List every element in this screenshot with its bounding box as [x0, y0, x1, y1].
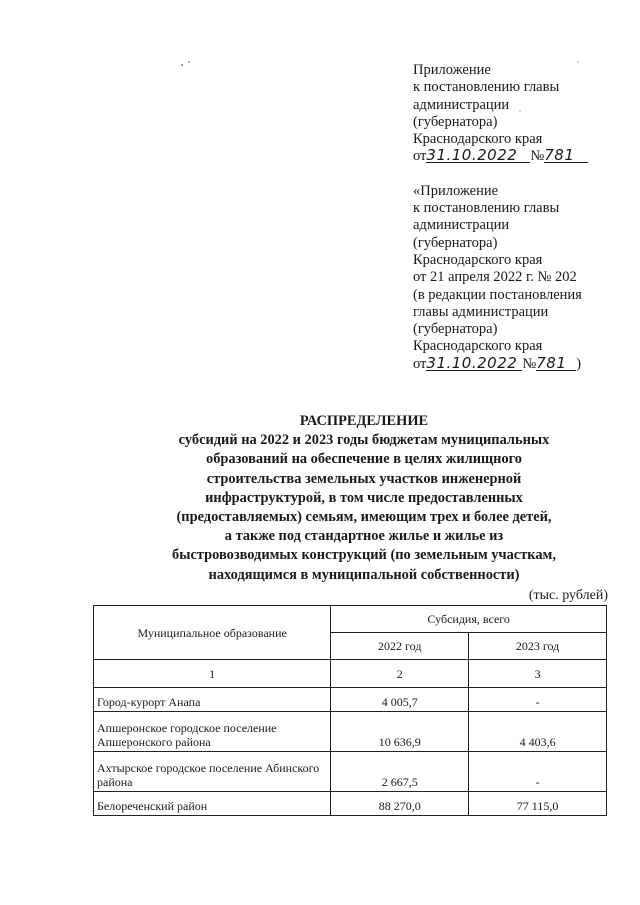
handwritten-number: 781	[536, 356, 576, 371]
title-line: быстровозводимых конструкций (по земельным участкам,	[172, 547, 556, 564]
quoted-appendix-line: к постановлению главы	[413, 200, 560, 217]
closing-parenthesis: )	[576, 355, 582, 372]
subsidy-2023: -	[469, 752, 607, 792]
municipality-name: Город-курорт Анапа	[94, 688, 331, 712]
quoted-appendix-line: «Приложение	[413, 182, 499, 199]
units-label: (тыс. рублей)	[528, 588, 608, 603]
table-row	[94, 792, 607, 816]
quoted-appendix-line: (в редакции постановления	[413, 286, 582, 303]
quoted-appendix-date-line	[413, 353, 623, 373]
handwritten-date: 31.10.2022	[426, 356, 522, 371]
column-number: 3	[469, 660, 607, 688]
subsidy-2023: -	[469, 688, 607, 712]
quoted-appendix-line: от 21 апреля 2022 г. № 202	[413, 269, 577, 286]
appendix-line: (губернатора)	[413, 113, 498, 130]
subsidy-2022: 10 636,9	[331, 712, 469, 752]
number-sign: №	[522, 355, 537, 372]
municipality-name: Апшеронское городское поселение Апшеронского района	[94, 712, 331, 752]
table-row	[94, 752, 607, 792]
handwritten-date: 31.10.2022	[426, 148, 530, 163]
title-line: (предоставляемых) семьям, имеющим трех и более детей,	[176, 509, 552, 526]
subsidy-2022: 4 005,7	[331, 688, 469, 712]
table-row	[94, 688, 607, 712]
appendix-line: к постановлению главы	[413, 79, 560, 96]
table-numbering-row	[94, 660, 607, 688]
header-year-2023: 2023 год	[469, 633, 607, 660]
appendix-date-line	[413, 148, 623, 165]
quoted-appendix-line: Краснодарского края	[413, 251, 543, 268]
column-number: 1	[94, 660, 331, 688]
quoted-appendix-line: главы администрации	[413, 303, 549, 320]
column-number: 2	[331, 660, 469, 688]
table-header-row	[94, 606, 607, 633]
date-prefix: от	[413, 148, 427, 165]
quoted-appendix-line: (губернатора)	[413, 321, 498, 338]
appendix-line: Приложение	[413, 62, 491, 78]
handwritten-number: 781	[544, 148, 588, 163]
appendix-line: Краснодарского края	[413, 131, 543, 148]
header-subsidy-total: Субсидия, всего	[331, 606, 607, 633]
quoted-appendix-line: администрации	[413, 217, 510, 234]
title-line: а также под стандартное жилье и жилье из	[224, 528, 504, 545]
municipality-name: Белореченский район	[94, 792, 331, 816]
municipality-name: Ахтырское городское поселение Абинского района	[94, 752, 331, 792]
subsidy-2022: 2 667,5	[331, 752, 469, 792]
subsidy-2023: 77 115,0	[469, 792, 607, 816]
title-line: строительства земельных участков инженерной	[206, 470, 522, 487]
title-line: образований на обеспечение в целях жилищного	[206, 451, 522, 468]
title-heading: РАСПРЕДЕЛЕНИЕ	[299, 413, 429, 429]
date-prefix: от	[413, 355, 427, 372]
number-sign: №	[530, 148, 545, 165]
title-line: находящимся в муниципальной собственности)	[208, 566, 520, 583]
table-row	[94, 712, 607, 752]
title-line: субсидий на 2022 и 2023 годы бюджетам муниципальных	[178, 432, 550, 449]
title-line: инфраструктурой, в том числе предоставленных	[205, 489, 523, 506]
subsidy-table	[93, 605, 607, 816]
header-year-2022: 2022 год	[331, 633, 469, 660]
header-municipality: Муниципальное образование	[94, 606, 331, 660]
appendix-block	[413, 62, 623, 373]
quoted-appendix-line: (губернатора)	[413, 234, 498, 251]
appendix-line: администрации	[413, 96, 510, 113]
document-title	[100, 412, 628, 585]
subsidy-2023: 4 403,6	[469, 712, 607, 752]
quoted-appendix-line: Краснодарского края	[413, 338, 543, 355]
subsidy-2022: 88 270,0	[331, 792, 469, 816]
